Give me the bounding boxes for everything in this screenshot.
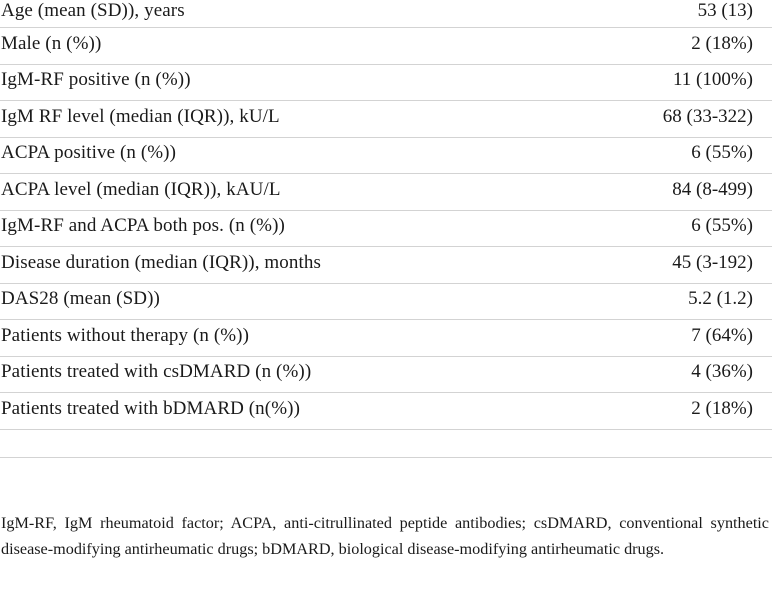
table-row xyxy=(0,174,772,211)
row-label: IgM RF level (median (IQR)), kU/L xyxy=(1,105,280,127)
row-value: 68 (33-322) xyxy=(662,105,753,127)
table-row xyxy=(0,65,772,102)
table-row xyxy=(0,138,772,175)
table-row xyxy=(0,211,772,248)
row-label: IgM-RF positive (n (%)) xyxy=(1,69,191,90)
row-value: 6 (55%) xyxy=(691,142,753,163)
table-footnote: IgM-RF, IgM rheumatoid factor; ACPA, anti-citrullinated peptide antibodies; csDMARD, conventional synthetic disease-modifying antirheumatic drugs; bDMARD, biological disease-modifying antirheumatic drugs. xyxy=(1,514,769,558)
row-label: Patients treated with bDMARD (n(%)) xyxy=(1,397,300,419)
row-value: 4 (36%) xyxy=(691,361,753,382)
table-row xyxy=(0,28,772,65)
table-row xyxy=(0,247,772,284)
table-row xyxy=(0,357,772,394)
row-label: ACPA positive (n (%)) xyxy=(1,142,177,163)
row-value: 7 (64%) xyxy=(691,324,753,346)
row-label: Male (n (%)) xyxy=(1,32,102,54)
row-label: Disease duration (median (IQR)), months xyxy=(1,251,321,273)
row-value: 11 (100%) xyxy=(672,69,753,90)
row-label: ACPA level (median (IQR)), kAU/L xyxy=(1,178,281,200)
row-label: Patients without therapy (n (%)) xyxy=(1,324,250,346)
row-label: IgM-RF and ACPA both pos. (n (%)) xyxy=(1,215,285,236)
row-value: 5.2 (1.2) xyxy=(688,288,753,309)
table-row xyxy=(0,320,772,357)
table-row xyxy=(0,393,772,430)
table-row xyxy=(0,0,772,28)
table-bottom-rule xyxy=(0,430,772,458)
row-label: DAS28 (mean (SD)) xyxy=(1,288,160,309)
row-value: 6 (55%) xyxy=(691,215,753,236)
row-value: 84 (8-499) xyxy=(672,178,753,200)
table-row xyxy=(0,101,772,138)
row-value: 53 (13) xyxy=(697,0,753,21)
row-label: Patients treated with csDMARD (n (%)) xyxy=(1,361,312,382)
row-value: 2 (18%) xyxy=(691,397,753,419)
row-value: 45 (3-192) xyxy=(672,251,753,273)
table-row xyxy=(0,284,772,321)
row-value: 2 (18%) xyxy=(691,32,753,54)
row-label: Age (mean (SD)), years xyxy=(1,0,185,21)
